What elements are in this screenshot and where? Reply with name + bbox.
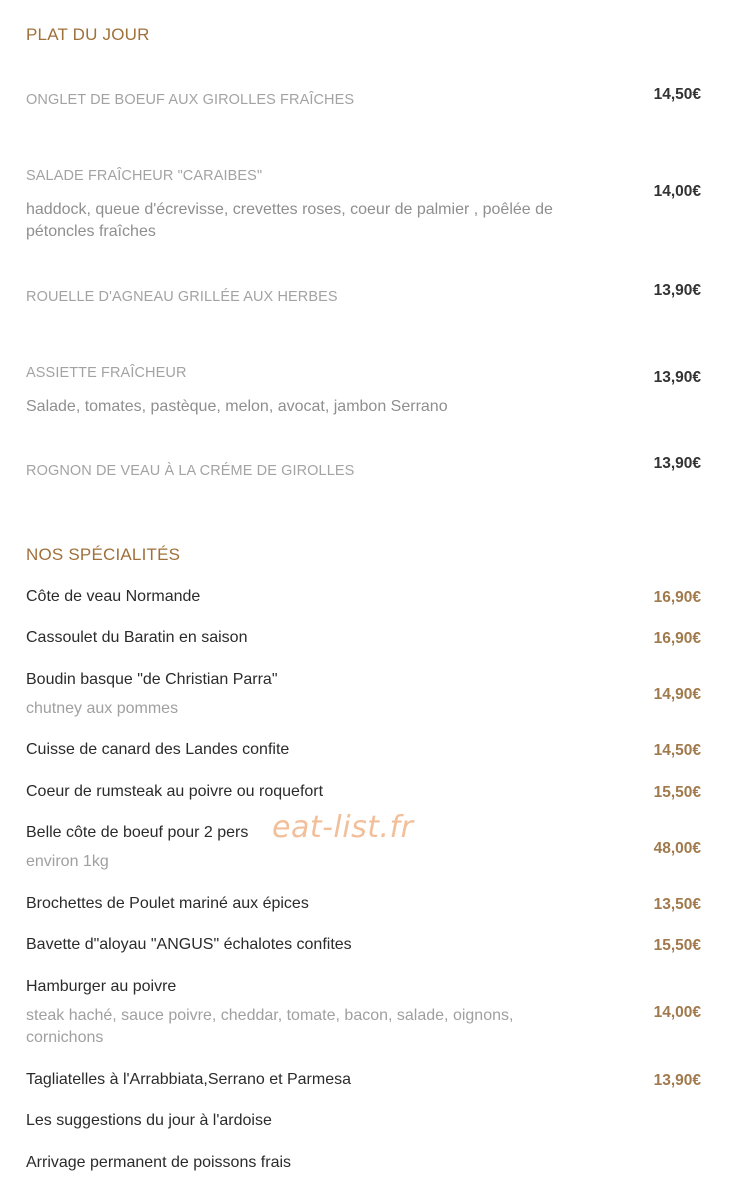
specialite-note: Les suggestions du jour à l'ardoise [26,1112,272,1129]
specialite-name: Côte de veau Normande [26,588,201,605]
specialite-price: 14,50€ [653,742,701,759]
specialite-price: 48,00€ [653,840,701,857]
plat-price: 14,00€ [653,183,701,200]
specialite-name: Tagliatelles à l'Arrabbiata,Serrano et Parmesa [26,1071,351,1088]
plat-price: 13,90€ [653,455,701,472]
plat-name: ROUELLE D'AGNEAU GRILLÉE AUX HERBES [26,289,338,305]
plat-description: Salade, tomates, pastèque, melon, avocat, jambon Serrano [26,398,448,415]
plat-price: 13,90€ [653,369,701,386]
watermark: eat-list.fr [272,810,414,845]
specialite-name: Cuisse de canard des Landes confite [26,741,290,758]
specialite-price: 15,50€ [653,937,701,954]
specialite-price: 13,50€ [653,896,701,913]
specialite-price: 16,90€ [653,630,701,647]
specialite-price: 14,90€ [653,686,701,703]
specialite-price: 15,50€ [653,784,701,801]
section-title-plat-du-jour: PLAT DU JOUR [26,25,150,44]
plat-name: ROGNON DE VEAU À LA CRÉME DE GIROLLES [26,463,355,479]
specialite-name: Bavette d"aloyau "ANGUS" échalotes confites [26,936,352,953]
specialite-price: 16,90€ [653,589,701,606]
plat-name: SALADE FRAÎCHEUR "CARAIBES" [26,168,263,184]
plat-price: 14,50€ [653,86,701,103]
specialite-description: chutney aux pommes [26,700,179,717]
specialite-name: Cassoulet du Baratin en saison [26,629,248,646]
specialite-name: Brochettes de Poulet mariné aux épices [26,895,309,912]
specialite-name: Boudin basque "de Christian Parra" [26,671,278,688]
specialite-name: Hamburger au poivre [26,978,177,995]
plat-price: 13,90€ [653,282,701,299]
plat-name: ONGLET DE BOEUF AUX GIROLLES FRAÎCHES [26,92,355,108]
specialite-note: Arrivage permanent de poissons frais [26,1154,292,1171]
plat-description: haddock, queue d'écrevisse, crevettes roses, coeur de palmier , poêlée de pétoncles fraîches [26,201,553,240]
specialite-price: 14,00€ [653,1004,701,1021]
specialite-name: Belle côte de boeuf pour 2 pers [26,824,249,841]
specialite-description: steak haché, sauce poivre, cheddar, tomate, bacon, salade, oignons, cornichons [26,1007,514,1046]
specialite-description: environ 1kg [26,853,109,870]
section-title-specialites: NOS SPÉCIALITÉS [26,545,181,564]
specialite-price: 13,90€ [653,1072,701,1089]
plat-name: ASSIETTE FRAÎCHEUR [26,365,187,381]
specialite-name: Coeur de rumsteak au poivre ou roquefort [26,783,324,800]
